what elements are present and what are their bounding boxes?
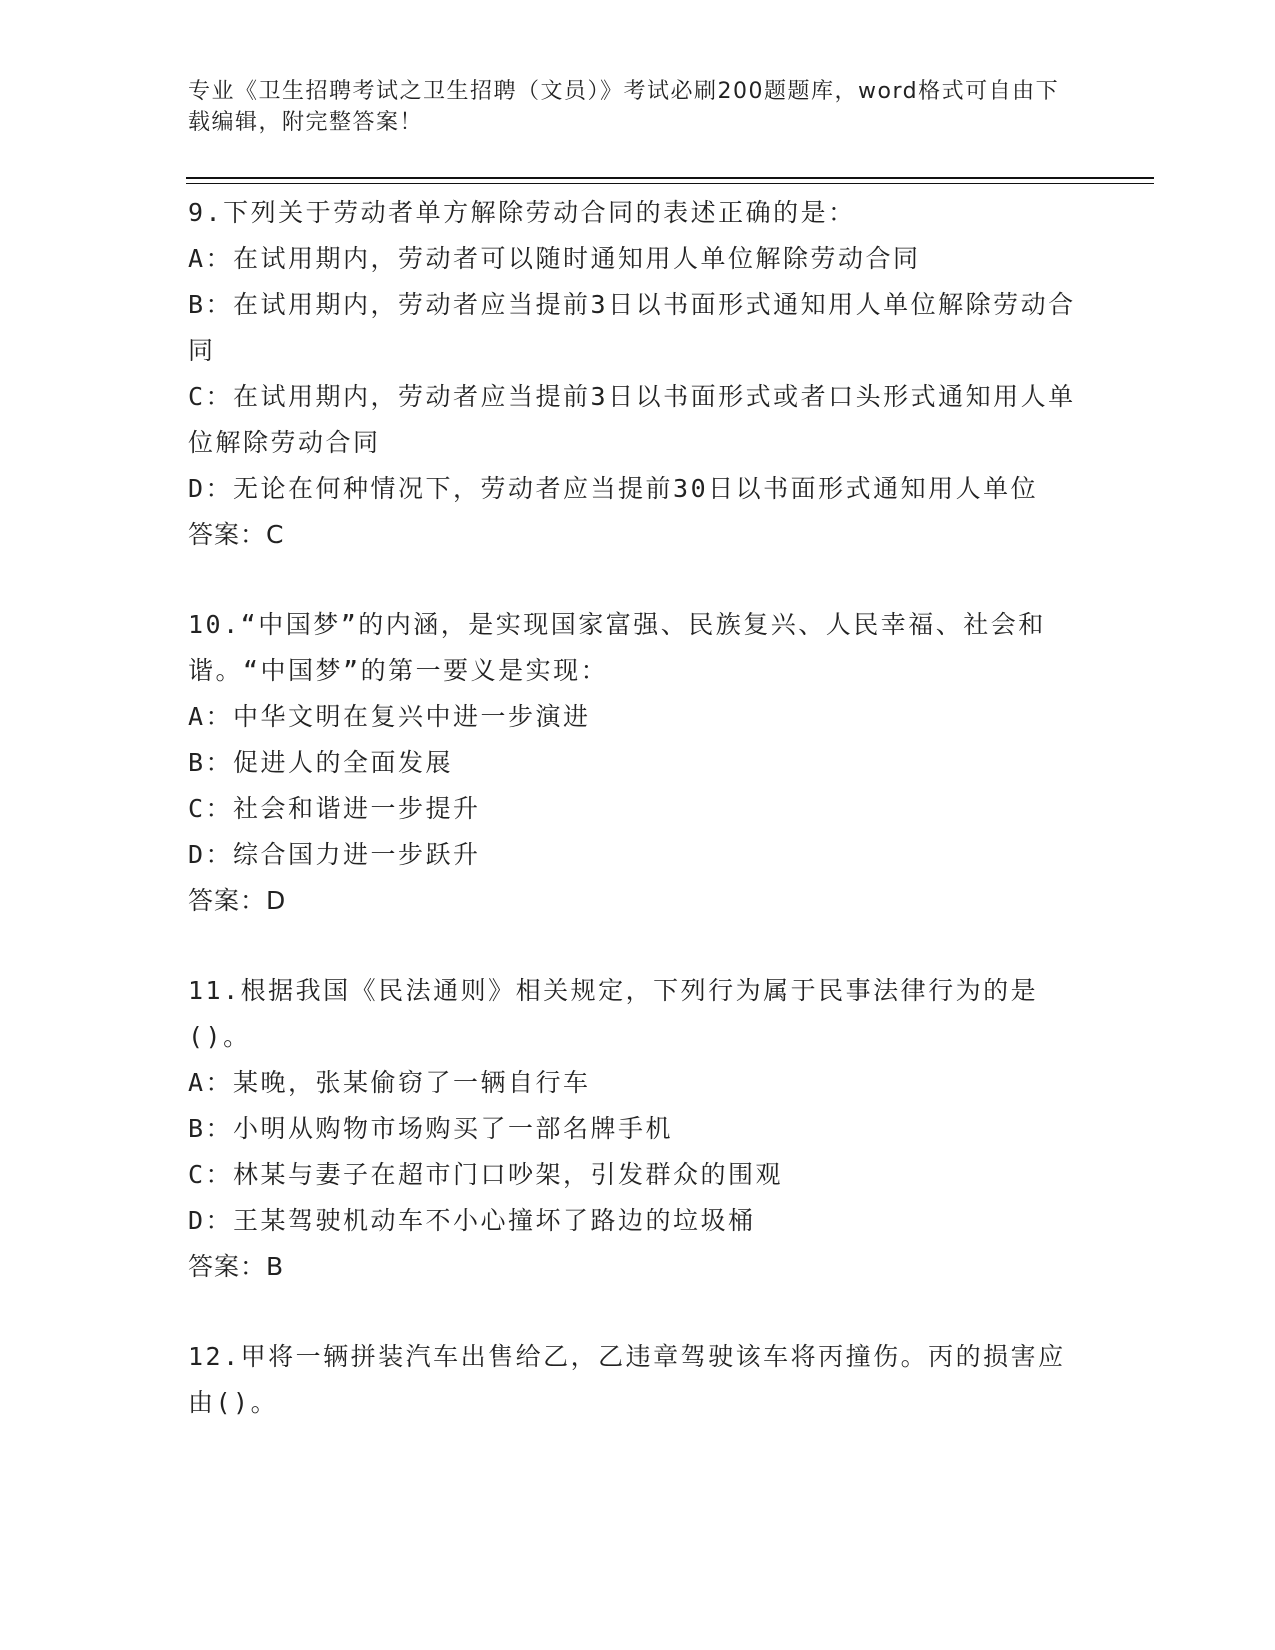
- option-a: A：在试用期内，劳动者可以随时通知用人单位解除劳动合同: [188, 244, 921, 273]
- option-a: A：某晚，张某偷窃了一辆自行车: [188, 1068, 591, 1097]
- question-stem: 9.下列关于劳动者单方解除劳动合同的表述正确的是：: [188, 198, 856, 227]
- question-stem: 10.“中国梦”的内涵，是实现国家富强、民族复兴、人民幸福、社会和谐。“中国梦”的第一要义是实现：: [188, 610, 1046, 685]
- option-d: D：王某驾驶机动车不小心撞坏了路边的垃圾桶: [188, 1206, 756, 1235]
- document-header: 专业《卫生招聘考试之卫生招聘（文员）》考试必刷200题题库，word格式可自由下载编辑，附完整答案！: [188, 79, 1060, 135]
- question-11: [188, 968, 1088, 1290]
- option-d: D：无论在何种情况下，劳动者应当提前30日以书面形式通知用人单位: [188, 474, 1039, 503]
- answer: 答案：D: [188, 886, 287, 915]
- option-c: C：社会和谐进一步提升: [188, 794, 481, 823]
- answer: 答案：C: [188, 520, 285, 549]
- option-c: C：林某与妻子在超市门口吵架，引发群众的围观: [188, 1160, 784, 1189]
- question-9: [188, 190, 1088, 558]
- question-stem: 12.甲将一辆拼装汽车出售给乙，乙违章驾驶该车将丙撞伤。丙的损害应由()。: [188, 1342, 1066, 1417]
- question-12: [188, 1334, 1088, 1426]
- option-d: D：综合国力进一步跃升: [188, 840, 481, 869]
- header-divider-thin: [186, 183, 1154, 184]
- option-b: B：在试用期内，劳动者应当提前3日以书面形式通知用人单位解除劳动合同: [188, 290, 1076, 365]
- option-b: B：促进人的全面发展: [188, 748, 454, 777]
- header-divider-thick: [186, 177, 1154, 179]
- question-stem: 11.根据我国《民法通则》相关规定，下列行为属于民事法律行为的是()。: [188, 976, 1039, 1051]
- option-b: B：小明从购物市场购买了一部名牌手机: [188, 1114, 674, 1143]
- option-a: A：中华文明在复兴中进一步演进: [188, 702, 591, 731]
- question-list: [188, 190, 1088, 1426]
- question-10: [188, 602, 1088, 924]
- option-c: C：在试用期内，劳动者应当提前3日以书面形式或者口头形式通知用人单位解除劳动合同: [188, 382, 1076, 457]
- answer: 答案：B: [188, 1252, 285, 1281]
